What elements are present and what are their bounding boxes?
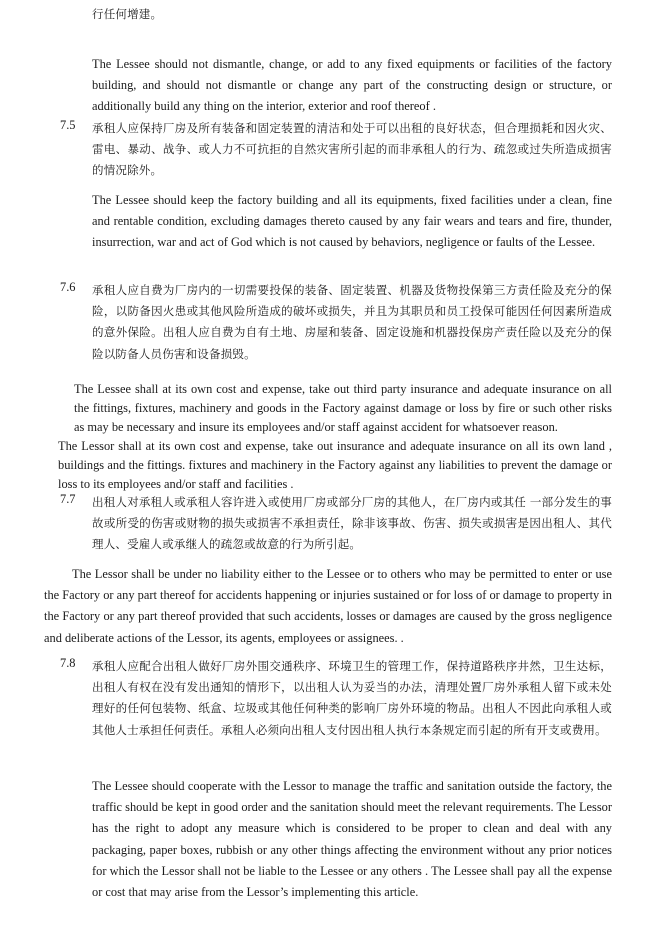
clause-number: 7.5: [60, 118, 76, 132]
clause-number: 7.7: [60, 492, 76, 506]
clause-7-4-zh: 行任何增建。: [92, 7, 163, 21]
clause-7-6-zh: 承租人应自费为厂房内的一切需要投保的装备、固定装置、机器及货物投保第三方责任险及充分的保险，以防备因火患或其他风险所造成的破坏或损失，并且为其职员和员工投保可能因任何因素所造成的意外保险。出租人应自费为自有土地、房屋和装备、固定设施和机器投保房产责任险以及充分的保险以防备人员伤害和设备损毁。: [92, 283, 612, 361]
clause-number: 7.6: [60, 280, 76, 294]
clause-7-6-en-lessor: The Lessor shall at its own cost and expense, take out insurance and adequate insurance on all its own land , buildings and the fittings. fixtures and machinery in the Factory against any liabilities to prevent the damage or loss to its employees and/or staff and facilities .: [58, 439, 612, 491]
clause-7-7-en: The Lessor shall be under no liability either to the Lessee or to others who may be permitted to enter or use the Factory or any part thereof for accidents happening or injuries sustained or for loss of or damage to property in the Factory or any part thereof provided that such accidents, losses or damages are caused by the gross negligence and deliberate actions of the Lessor, its agents, employees or assignees. .: [44, 567, 612, 645]
clause-7-5-zh: 承租人应保持厂房及所有装备和固定装置的清洁和处于可以出租的良好状态，但合理损耗和因火灾、雷电、暴动、战争、或人力不可抗拒的自然灾害所引起的而非承租人的行为、疏忽或过失所造成损害的情况除外。: [92, 121, 612, 178]
clause-7-6-en-lessee: The Lessee shall at its own cost and expense, take out third party insurance and adequate insurance on all the fittings, fixtures, machinery and goods in the Factory against damage or loss by fire or such other risks as may be necessary and insure its employees and/or staff against accident for whatsoever reason.: [74, 382, 612, 434]
clause-7-8-zh: 承租人应配合出租人做好厂房外围交通秩序、环境卫生的管理工作，保持道路秩序井然，卫生达标， 出租人有权在没有发出通知的情形下，以出租人认为妥当的办法，清理处置厂房外承租人留下或未处理好的任何包装物、纸盒、垃圾或其他任何种类的影响厂房外环境的物品。出租人不因此向承租人或其他人士承担任何责任。承租人必须向出租人支付因出租人执行本条规定而引起的所有开支或费用。: [92, 659, 612, 737]
clause-7-8-en: The Lessee should cooperate with the Lessor to manage the traffic and sanitation outside the factory, the traffic should be kept in good order and the sanitation should meet the relevant requirements. The Lessor has the right to adopt any measure which is considered to be proper to clean and deal with any packaging, paper boxes, rubbish or any other things affecting the environment without any prior notices for which the Lessor shall not be liable to the Lessee or any others . The Lessee shall pay all the expense or cost that may arise from the Lessor’s implementing this article.: [92, 779, 612, 900]
clause-7-4-en: The Lessee should not dismantle, change, or add to any fixed equipments or facilities of the factory building, and should not dismantle or change any part of the constructing design or structure, or additionally build any thing on the interior, exterior and roof thereof .: [92, 57, 612, 114]
clause-7-5-en: The Lessee should keep the factory building and all its equipments, fixed facilities under a clean, fine and rentable condition, excluding damages thereto caused by any fair wears and tears and fire, thunder, insurrection, war and act of God which is not caused by behaviors, negligence or faults of the Lessee.: [92, 193, 612, 250]
clause-number: 7.8: [60, 656, 76, 670]
clause-7-7-zh: 出租人对承租人或承租人容许进入或使用厂房或部分厂房的其他人，在厂房内或其任 一部分发生的事故或所受的伤害或财物的损失或损害不承担责任，除非该事故、伤害、损失或损害是因出租人、其代理人、受雇人或承继人的疏忽或故意的行为所引起。: [92, 495, 612, 552]
